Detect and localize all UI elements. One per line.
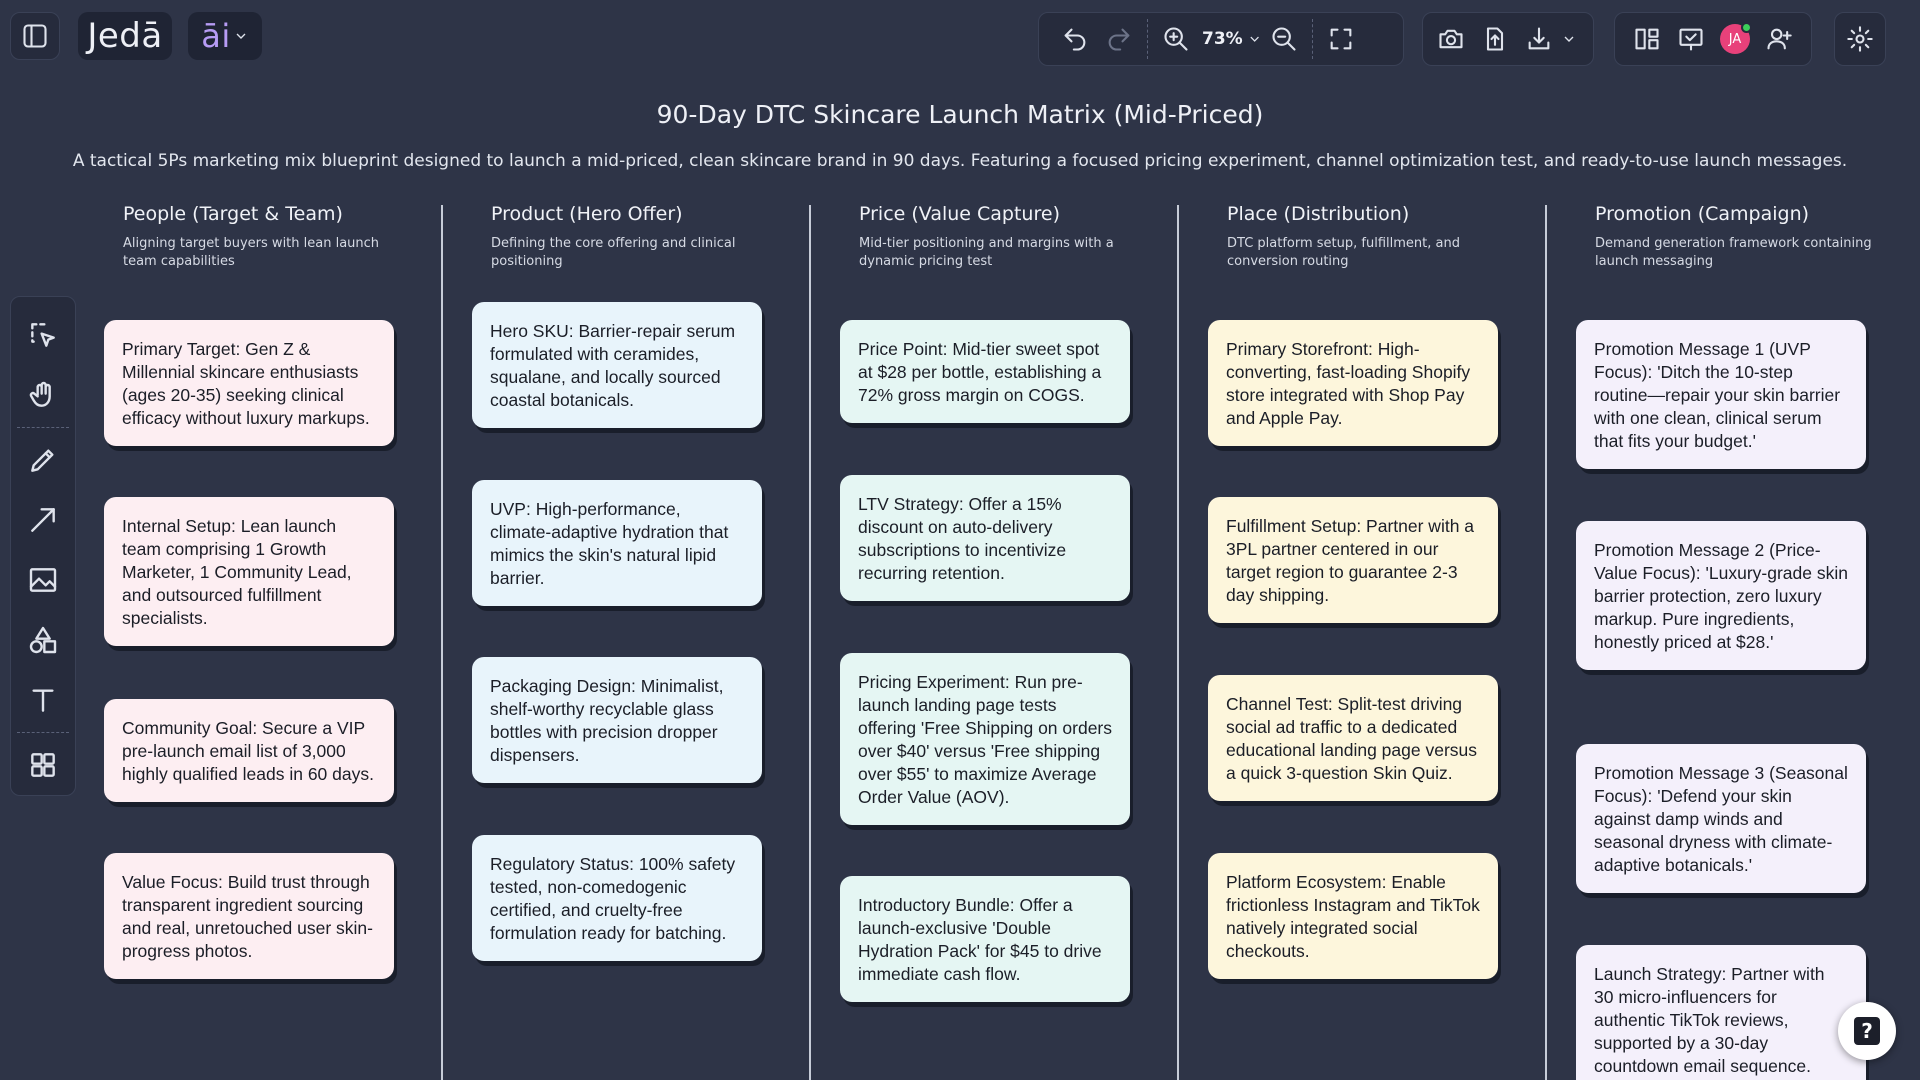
help-icon: ? <box>1854 1017 1880 1045</box>
column-header-promotion <box>1595 203 1885 271</box>
sticky-note-card[interactable] <box>1576 945 1866 1080</box>
sticky-note-card[interactable] <box>104 699 394 802</box>
sticky-note-card[interactable] <box>1208 853 1498 979</box>
export-toolbar <box>1422 12 1594 66</box>
gear-icon <box>1835 17 1885 61</box>
column-divider <box>1177 205 1179 1080</box>
app-logo-text: Jedā <box>87 16 163 56</box>
download-dropdown[interactable] <box>1517 17 1577 61</box>
column-description: Defining the core offering and clinical positioning <box>491 236 736 269</box>
card-text: Promotion Message 3 (Seasonal Focus): 'Defend your skin against damp winds and seasonal dryness with climate-adaptive botanicals.' <box>1594 763 1848 875</box>
card-text: Primary Target: Gen Z & Millennial skincare enthusiasts (ages 20-35) seeking clinical efficacy without luxury markups. <box>122 339 370 428</box>
column-description: Aligning target buyers with lean launch team capabilities <box>123 236 380 269</box>
card-text: Value Focus: Build trust through transparent ingredient sourcing and real, unretouched user skin-progress photos. <box>122 872 373 961</box>
sticky-note-card[interactable] <box>1576 744 1866 893</box>
zoom-level-value: 73% <box>1202 29 1243 49</box>
column-header-price <box>859 203 1149 271</box>
card-text: Packaging Design: Minimalist, shelf-worthy recyclable glass bottles with precision dropper dispensers. <box>490 676 724 765</box>
card-text: Primary Storefront: High-converting, fast-loading Shopify store integrated with Shop Pay and Apple Pay. <box>1226 339 1471 428</box>
ai-menu-button[interactable] <box>188 12 262 60</box>
image-tool-icon[interactable] <box>17 554 69 606</box>
text-tool-icon[interactable] <box>17 674 69 726</box>
ai-label: āi <box>201 17 231 55</box>
chevron-down-icon <box>1247 31 1262 47</box>
sticky-note-card[interactable] <box>1208 320 1498 446</box>
add-user-icon[interactable] <box>1757 17 1801 61</box>
column-heading: Product (Hero Offer) <box>491 203 683 225</box>
sticky-note-card[interactable] <box>104 853 394 979</box>
edit-zoom-toolbar <box>1038 12 1404 66</box>
card-text: Community Goal: Secure a VIP pre-launch email list of 3,000 highly qualified leads in 60 days. <box>122 718 374 784</box>
sticky-note-card[interactable] <box>840 320 1130 423</box>
card-text: Channel Test: Split-test driving social ad traffic to a dedicated educational landing page versus a quick 3-question Skin Quiz. <box>1226 694 1478 783</box>
board-title: 90-Day DTC Skincare Launch Matrix (Mid-Priced) <box>656 100 1264 129</box>
column-heading: Promotion (Campaign) <box>1595 203 1810 225</box>
layout-icon[interactable] <box>1625 17 1669 61</box>
app-logo[interactable] <box>78 12 172 60</box>
avatar-initials: JA <box>1728 31 1742 47</box>
sticky-note-card[interactable] <box>840 475 1130 601</box>
chevron-down-icon <box>233 28 249 44</box>
card-text: Introductory Bundle: Offer a launch-exclusive 'Double Hydration Pack' for $45 to drive immediate cash flow. <box>858 895 1102 984</box>
card-text: Launch Strategy: Partner with 30 micro-influencers for authentic TikTok reviews, supported by a 30-day countdown email sequence. <box>1594 964 1825 1076</box>
sticky-note-card[interactable] <box>104 497 394 646</box>
avatar <box>1720 24 1750 54</box>
pencil-icon[interactable] <box>17 434 69 486</box>
sticky-note-card[interactable] <box>472 835 762 961</box>
card-text: Internal Setup: Lean launch team comprising 1 Growth Marketer, 1 Community Lead, and outsourced fulfillment specialists. <box>122 516 352 628</box>
column-description: DTC platform setup, fulfillment, and conversion routing <box>1227 236 1460 269</box>
hand-pan-icon[interactable] <box>17 369 69 421</box>
download-icon <box>1517 17 1561 61</box>
sticky-note-card[interactable] <box>1576 521 1866 670</box>
chevron-down-icon <box>1561 31 1577 47</box>
sticky-note-card[interactable] <box>1208 675 1498 801</box>
zoom-out-icon[interactable] <box>1262 17 1306 61</box>
card-text: Pricing Experiment: Run pre-launch landing page tests offering 'Free Shipping on orders over $40' versus 'Free shipping over $55' to maximize Average Order Value (AOV). <box>858 672 1113 807</box>
card-text: Hero SKU: Barrier-repair serum formulated with ceramides, squalane, and locally sourced coastal botanicals. <box>490 321 736 410</box>
zoom-in-icon[interactable] <box>1154 17 1198 61</box>
sticky-note-card[interactable] <box>1208 497 1498 623</box>
select-tool-icon[interactable] <box>17 309 69 361</box>
divider <box>17 732 69 733</box>
user-avatar-wrapper[interactable] <box>1713 17 1757 61</box>
sticky-note-card[interactable] <box>104 320 394 446</box>
card-text: Price Point: Mid-tier sweet spot at $28 per bottle, establishing a 72% gross margin on COGS. <box>858 339 1102 405</box>
card-text: Platform Ecosystem: Enable frictionless Instagram and TikTok natively integrated social checkouts. <box>1226 872 1480 961</box>
sticky-note-card[interactable] <box>472 657 762 783</box>
settings-button[interactable] <box>1834 12 1886 66</box>
left-tool-rail <box>10 296 76 796</box>
column-description: Demand generation framework containing launch messaging <box>1595 236 1872 269</box>
sticky-note-card[interactable] <box>472 302 762 428</box>
card-text: Promotion Message 1 (UVP Focus): 'Ditch the 10-step routine—repair your skin barrier with one clean, clinical serum that fits your budget.' <box>1594 339 1841 451</box>
templates-grid-icon[interactable] <box>17 739 69 791</box>
column-header-place <box>1227 203 1517 271</box>
divider <box>17 427 69 428</box>
card-text: UVP: High-performance, climate-adaptive hydration that mimics the skin's natural lipid barrier. <box>490 499 729 588</box>
sticky-note-card[interactable] <box>1576 320 1866 469</box>
help-button[interactable] <box>1838 1002 1896 1060</box>
shapes-tool-icon[interactable] <box>17 614 69 666</box>
card-text: Fulfillment Setup: Partner with a 3PL partner centered in our target region to guarantee 2-3 day shipping. <box>1226 516 1475 605</box>
collaboration-toolbar <box>1614 12 1812 66</box>
online-status-dot <box>1741 22 1752 33</box>
column-header-people <box>123 203 413 271</box>
sticky-note-card[interactable] <box>840 876 1130 1002</box>
card-text: Promotion Message 2 (Price-Value Focus): 'Luxury-grade skin barrier protection, zero luxury markup. Pure ingredients, honestly priced at $28.' <box>1594 540 1848 652</box>
divider <box>1147 19 1148 59</box>
column-description: Mid-tier positioning and margins with a dynamic pricing test <box>859 236 1114 269</box>
card-text: Regulatory Status: 100% safety tested, non-comedogenic certified, and cruelty-free formulation ready for batching. <box>490 854 736 943</box>
sticky-note-card[interactable] <box>840 653 1130 825</box>
column-divider <box>1545 205 1547 1080</box>
sticky-note-card[interactable] <box>472 480 762 606</box>
redo-icon[interactable] <box>1097 17 1141 61</box>
present-icon[interactable] <box>1669 17 1713 61</box>
sidebar-panel-icon <box>11 14 59 58</box>
board-subtitle: A tactical 5Ps marketing mix blueprint designed to launch a mid-priced, clean skincare brand in 90 days. Featuring a focused pricing experiment, channel optimization test, and ready-to-use launch messages. <box>72 151 1848 171</box>
fit-to-screen-icon[interactable] <box>1319 17 1363 61</box>
share-upload-icon[interactable] <box>1473 17 1517 61</box>
sidebar-toggle-button[interactable] <box>10 12 60 60</box>
column-header-product <box>491 203 781 271</box>
column-heading: Place (Distribution) <box>1227 203 1410 225</box>
undo-icon[interactable] <box>1053 17 1097 61</box>
card-text: LTV Strategy: Offer a 15% discount on auto-delivery subscriptions to incentivize recurring retention. <box>858 494 1067 583</box>
column-heading: Price (Value Capture) <box>859 203 1060 225</box>
divider <box>1312 19 1313 59</box>
column-heading: People (Target & Team) <box>123 203 343 225</box>
arrow-tool-icon[interactable] <box>17 494 69 546</box>
camera-icon[interactable] <box>1429 17 1473 61</box>
zoom-level-dropdown[interactable] <box>1198 29 1262 49</box>
column-divider <box>809 205 811 1080</box>
column-divider <box>441 205 443 1080</box>
